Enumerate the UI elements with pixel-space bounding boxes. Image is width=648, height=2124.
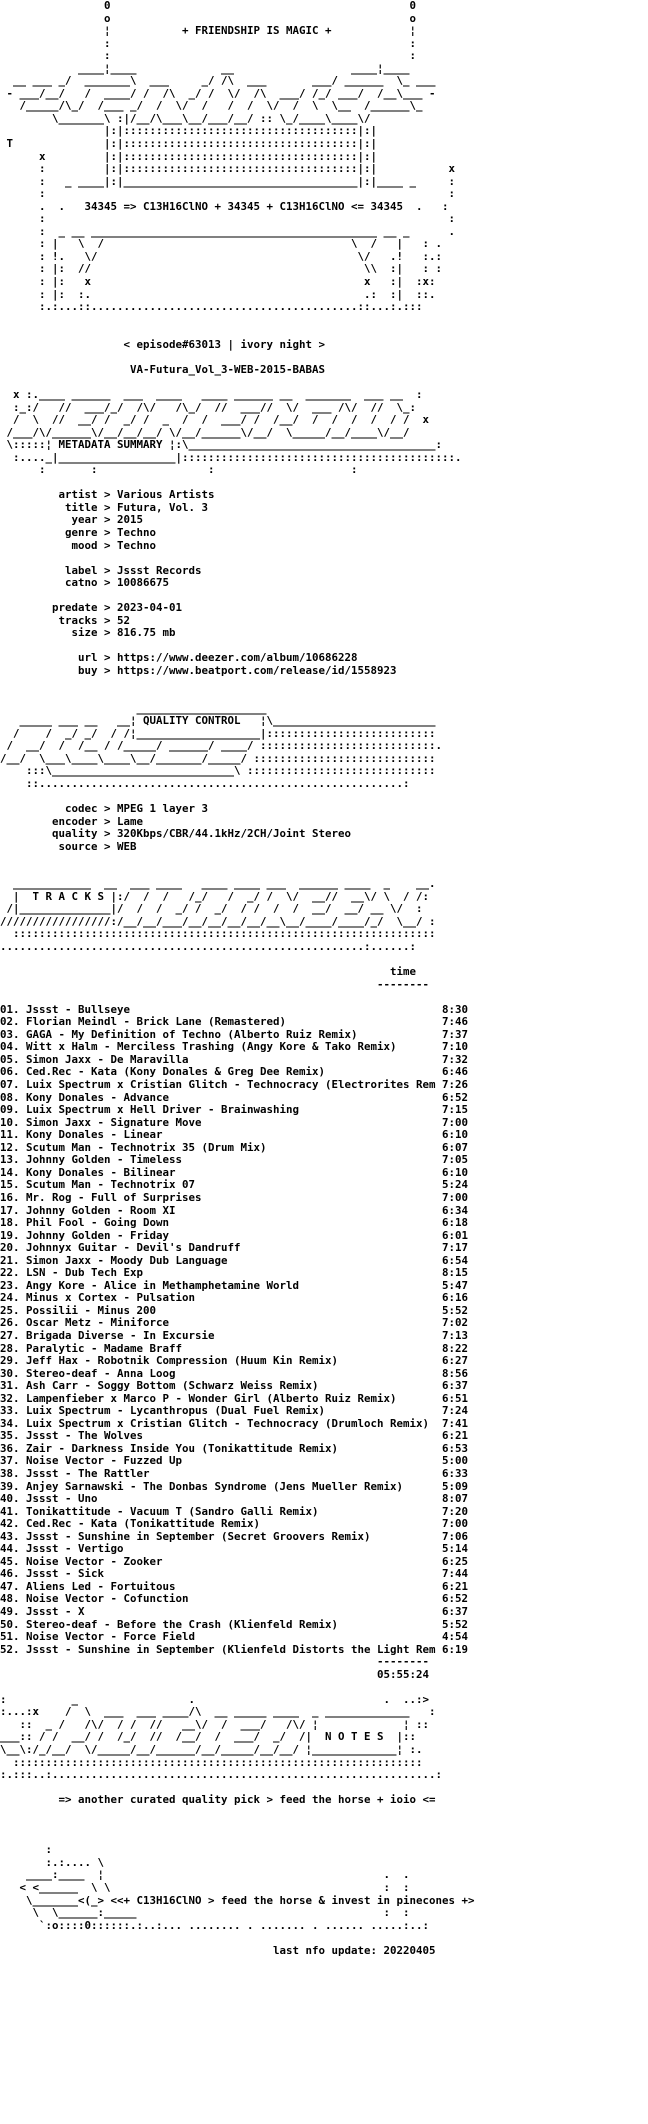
track-row: 21. Simon Jaxx - Moody Dub Language 6:54 xyxy=(0,1253,469,1267)
metadata-row: label > Jssst Records xyxy=(0,563,202,577)
quality-banner-line: ____________________ xyxy=(0,701,267,715)
logo-art-line: : | \ / \ / | : . xyxy=(0,237,443,251)
footer-art-line: `:o::::0::::::.:..:... ........ . ....... . ...... .....:..: xyxy=(0,1918,430,1932)
logo-art-line: : : xyxy=(0,49,417,63)
blank-line xyxy=(0,678,648,691)
notes-banner-line: \__\:/_/__/ \/_____/__/______/__/_____/__/__/ ¦_____________¦ :. xyxy=(0,1743,423,1757)
tracks-banner-line: ........................................................:......: xyxy=(0,940,417,954)
track-row: 33. Luix Spectrum - Lycanthropus (Dual Fuel Remix) 7:24 xyxy=(0,1404,469,1418)
track-row: 05. Simon Jaxx - De Maravilla 7:32 xyxy=(0,1052,469,1066)
track-row: 11. Kony Donales - Linear 6:10 xyxy=(0,1128,469,1142)
logo-art-line: : |: // \\ :| : : xyxy=(0,262,443,276)
track-row: 40. Jssst - Uno 8:07 xyxy=(0,1492,469,1506)
quality-banner-line: ::........................................................: xyxy=(0,776,410,790)
notes-banner-line: :.:::..:...........................................................: xyxy=(0,1768,443,1782)
track-row: 29. Jeff Hax - Robotnik Compression (Huum Kin Remix) 6:27 xyxy=(0,1354,469,1368)
metadata-row: catno > 10086675 xyxy=(0,576,170,590)
time-divider: -------- xyxy=(0,977,430,991)
track-row: 50. Stereo-deaf - Before the Crash (Klienfeld Remix) 5:52 xyxy=(0,1617,469,1631)
episode-line: < episode#63013 | ivory night > xyxy=(0,337,326,351)
track-row: 34. Luix Spectrum x Cristian Glitch - Technocracy (Drumloch Remix) 7:41 xyxy=(0,1416,469,1430)
track-row: 18. Phil Fool - Going Down 6:18 xyxy=(0,1216,469,1230)
quality-row: quality > 320Kbps/CBR/44.1kHz/2CH/Joint Stereo xyxy=(0,827,352,841)
metadata-row: genre > Techno xyxy=(0,525,157,539)
quality-row: encoder > Lame xyxy=(0,814,144,828)
track-row: 01. Jssst - Bullseye 8:30 xyxy=(0,1002,469,1016)
blank-line xyxy=(0,1681,648,1694)
notes-banner-line: :: _ / /\/ / / // __\/ / ___/ /\/ ¦ ¦ :: xyxy=(0,1717,430,1731)
track-row: 41. Tonikattitude - Vacuum T (Sandro Galli Remix) 7:20 xyxy=(0,1504,469,1518)
track-row: 52. Jssst - Sunshine in September (Klienfeld Distorts the Light Rem 6:19 xyxy=(0,1642,469,1656)
logo-art-line: : _ ____|:|____________________________________|:|____ _ : xyxy=(0,174,456,188)
metadata-row: mood > Techno xyxy=(0,538,157,552)
logo-art-line: : !. \/ \/ .! :.: xyxy=(0,249,443,263)
footer-art-line: : xyxy=(0,1843,53,1857)
track-row: 13. Johnny Golden - Timeless 7:05 xyxy=(0,1153,469,1167)
logo-art-line: |:|::::::::::::::::::::::::::::::::::::|:| xyxy=(0,124,378,138)
quality-banner-line: / __/ / /__ / /_____/ ______/ ____/ :::::::::::::::::::::::::::. xyxy=(0,739,443,753)
logo-art-line: . . 34345 => C13H16ClNO + 34345 + C13H16ClNO <= 34345 . : xyxy=(0,199,449,213)
track-row: 45. Noise Vector - Zooker 6:25 xyxy=(0,1554,469,1568)
blank-line xyxy=(0,1932,648,1945)
track-row: 02. Florian Meindl - Brick Lane (Remastered) 7:46 xyxy=(0,1015,469,1029)
metadata-banner-line: :_:/ // ___/_/ /\/ /\_/ // ___// \/ ___ /\/ // \_: xyxy=(0,400,417,414)
footer-art-line: \ \______:_____ : : xyxy=(0,1906,410,1920)
logo-art-line: : : xyxy=(0,212,456,226)
footer-art-line: :.:.... \ xyxy=(0,1855,105,1869)
last-update: last nfo update: 20220405 xyxy=(0,1943,436,1957)
logo-art-line: :.:...::.........................................::...:.::: xyxy=(0,300,423,314)
logo-art-line: : : xyxy=(0,187,456,201)
blank-line xyxy=(0,991,648,1004)
metadata-banner-line: / \ // __/ / _/ / _ / / ___/ / /__/ / / / / / / x xyxy=(0,413,430,427)
track-row: 39. Anjey Sarnawski - The Donbas Syndrome (Jens Mueller Remix) 5:09 xyxy=(0,1479,469,1493)
metadata-banner-line: \:::::¦ METADATA SUMMARY ¦:\______________________________________: xyxy=(0,438,443,452)
logo-art-line: : : xyxy=(0,36,417,50)
logo-art-line: : |: x x :| :x: xyxy=(0,275,436,289)
track-row: 28. Paralytic - Madame Braff 8:22 xyxy=(0,1341,469,1355)
blank-line xyxy=(0,1832,648,1845)
logo-art-line: : |:|::::::::::::::::::::::::::::::::::::|:| x xyxy=(0,162,456,176)
metadata-row: tracks > 52 xyxy=(0,613,131,627)
logo-art-line: __ ___ _/ _______\ ___ _/ /\ ___ ___/ ______ \_ ___ xyxy=(0,74,436,88)
footer-art-line: < <______ \ \ : : xyxy=(0,1881,410,1895)
tracks-banner-line: ____________ __ ___ ____ ____ ____ ___ ______ ____ _ __. xyxy=(0,877,436,891)
metadata-row: size > 816.75 mb xyxy=(0,626,176,640)
footer-art-line: ____:____ ¦ . . xyxy=(0,1868,410,1882)
track-row: 24. Minus x Cortex - Pulsation 6:16 xyxy=(0,1291,469,1305)
quality-banner-line: / / _/ _/ / /¦___________________|:::::::::::::::::::::::::: xyxy=(0,726,436,740)
track-row: 25. Possilii - Minus 200 5:52 xyxy=(0,1303,469,1317)
quality-banner-line: :::\____________________________\ ::::::::::::::::::::::::::::: xyxy=(0,764,436,778)
blank-line xyxy=(0,1819,648,1832)
release-name: VA-Futura_Vol_3-WEB-2015-BABAS xyxy=(0,362,326,376)
logo-art-line: : _ __ ____________________________________________ __ _ . xyxy=(0,224,456,238)
track-row: 44. Jssst - Vertigo 5:14 xyxy=(0,1542,469,1556)
track-row: 27. Brigada Diverse - In Excursie 7:13 xyxy=(0,1328,469,1342)
tracks-banner-line: /////////////////:/__/__/___/__/__/__/__/__\__/____/____/_/ \__/ : xyxy=(0,914,436,928)
footer-art-line: \_______<(_> <<+ C13H16ClNO > feed the horse & invest in pinecones +> xyxy=(0,1893,475,1907)
track-row: 10. Simon Jaxx - Signature Move 7:00 xyxy=(0,1115,469,1129)
notes-banner-line: ::::::::::::::::::::::::::::::::::::::::::::::::::::::::::::::: xyxy=(0,1755,423,1769)
metadata-row: artist > Various Artists xyxy=(0,488,215,502)
quality-row: source > WEB xyxy=(0,839,137,853)
tracks-banner-line: ::::::::::::::::::::::::::::::::::::::::::::::::::::::::::::::::: xyxy=(0,927,436,941)
track-row: 09. Luix Spectrum x Hell Driver - Brainwashing 7:15 xyxy=(0,1103,469,1117)
track-row: 04. Witt x Halm - Merciless Trashing (Angy Kore & Tako Remix) 7:10 xyxy=(0,1040,469,1054)
track-row: 51. Noise Vector - Force Field 4:54 xyxy=(0,1630,469,1644)
track-row: 31. Ash Carr - Soggy Bottom (Schwarz Weiss Remix) 6:37 xyxy=(0,1379,469,1393)
track-row: 36. Zair - Darkness Inside You (Tonikattitude Remix) 6:53 xyxy=(0,1441,469,1455)
notes-banner-line: ___:: / / __/ / /_/ // /__/ / ___/ _/ /| N O T E S |:: xyxy=(0,1730,417,1744)
track-row: 08. Kony Donales - Advance 6:52 xyxy=(0,1090,469,1104)
logo-art-line: - ___/__/ / ____/ / /\ _/ / \/ /\ ___/ /_/ ___/ /__\___ - xyxy=(0,86,436,100)
track-row: 20. Johnnyx Guitar - Devil's Dandruff 7:17 xyxy=(0,1241,469,1255)
logo-art-line: : |: :. .: :| ::. xyxy=(0,287,436,301)
track-row: 37. Noise Vector - Fuzzed Up 5:00 xyxy=(0,1454,469,1468)
metadata-row: url > https://www.deezer.com/album/10686228 xyxy=(0,651,358,665)
track-row: 03. GAGA - My Definition of Techno (Alberto Ruiz Remix) 7:37 xyxy=(0,1027,469,1041)
logo-art-line: ¦ + FRIENDSHIP IS MAGIC + ¦ xyxy=(0,24,417,38)
track-row: 43. Jssst - Sunshine in September (Secret Groovers Remix) 7:06 xyxy=(0,1529,469,1543)
metadata-row: title > Futura, Vol. 3 xyxy=(0,500,209,514)
track-row: 26. Oscar Metz - Miniforce 7:02 xyxy=(0,1316,469,1330)
track-row: 46. Jssst - Sick 7:44 xyxy=(0,1567,469,1581)
track-row: 22. LSN - Dub Tech Exp 8:15 xyxy=(0,1266,469,1280)
blank-line xyxy=(0,326,648,339)
metadata-banner-line: :...._|__________________|::::::::::::::::::::::::::::::::::::::::::. xyxy=(0,450,462,464)
time-header: time xyxy=(0,965,417,979)
track-row: 35. Jssst - The Wolves 6:21 xyxy=(0,1429,469,1443)
notes-text: => another curated quality pick > feed the horse + ioio <= xyxy=(0,1793,436,1807)
metadata-row: buy > https://www.beatport.com/release/id/1558923 xyxy=(0,663,397,677)
logo-art-line: /_____/\_/ /___ _/ / \/ / / / \/ / \ \__ /______\_ xyxy=(0,99,423,113)
track-row: 49. Jssst - X 6:37 xyxy=(0,1605,469,1618)
logo-art-line: \_______\ :|/__/\___\__/___/__/ :: \_/____\____\/ xyxy=(0,111,371,125)
metadata-row: predate > 2023-04-01 xyxy=(0,601,183,615)
track-row: 14. Kony Donales - Bilinear 6:10 xyxy=(0,1165,469,1179)
metadata-row: year > 2015 xyxy=(0,513,144,527)
track-row: 06. Ced.Rec - Kata (Kony Donales & Greg Dee Remix) 6:46 xyxy=(0,1065,469,1079)
logo-art-line: x |:|::::::::::::::::::::::::::::::::::::|:| xyxy=(0,149,378,163)
track-row: 16. Mr. Rog - Full of Surprises 7:00 xyxy=(0,1190,469,1204)
quality-banner-line: /__/ \___\____\____\__/_______/_____/ :::::::::::::::::::::::::::: xyxy=(0,751,436,765)
blank-line xyxy=(0,690,648,703)
quality-banner-line: _____ ___ __ __¦ QUALITY CONTROL ¦\_________________________ xyxy=(0,714,436,728)
blank-line xyxy=(0,1807,648,1820)
notes-banner-line: :...:x / \ ___ ___ ____/\ __ _____ ____ _ _____________ : xyxy=(0,1705,436,1719)
notes-banner-line: : _ . . ..:> xyxy=(0,1692,430,1706)
track-row: 12. Scutum Man - Technotrix 35 (Drum Mix) 6:07 xyxy=(0,1140,469,1154)
metadata-banner-line: /___/\/______\/__/__/__/ \/__/______\/__/ \_____/__/____\/__/ xyxy=(0,425,410,439)
track-row: 19. Johnny Golden - Friday 6:01 xyxy=(0,1228,469,1242)
logo-art-line: 0 0 xyxy=(0,0,417,12)
blank-line xyxy=(0,351,648,364)
blank-line xyxy=(0,853,648,866)
total-time: 05:55:24 xyxy=(0,1667,430,1681)
track-row: 38. Jssst - The Rattler 6:33 xyxy=(0,1466,469,1480)
logo-art-line: o o xyxy=(0,11,417,25)
logo-art-line: T |:|::::::::::::::::::::::::::::::::::::|:| xyxy=(0,137,378,151)
blank-line xyxy=(0,552,648,565)
quality-row: codec > MPEG 1 layer 3 xyxy=(0,802,209,815)
track-row: 17. Johnny Golden - Room XI 6:34 xyxy=(0,1203,469,1217)
metadata-banner-line: : : : : xyxy=(0,463,358,477)
metadata-banner-line: x :.____ ______ ___ ____ ____ ______ __ _______ ___ __ : xyxy=(0,387,423,401)
track-row: 32. Lampenfieber x Marco P - Wonder Girl (Alberto Ruiz Remix) 6:51 xyxy=(0,1391,469,1405)
track-row: 42. Ced.Rec - Kata (Tonikattitude Remix) 7:00 xyxy=(0,1517,469,1531)
track-row: 23. Angy Kore - Alice in Methamphetamine World 5:47 xyxy=(0,1278,469,1292)
track-row: 15. Scutum Man - Technotrix 07 5:24 xyxy=(0,1178,469,1192)
blank-line xyxy=(0,314,648,327)
track-row: 47. Aliens Led - Fortuitous 6:21 xyxy=(0,1579,469,1593)
track-row: 30. Stereo-deaf - Anna Loog 8:56 xyxy=(0,1366,469,1380)
tracks-banner-line: /|______________|/ / / _/ / _/ / / / / __/ __/ __ \/ : xyxy=(0,902,423,916)
tracks-banner-line: | T R A C K S |:/ / / /_/ / _/ / \/ __// __\/ \ / /: xyxy=(0,889,430,903)
total-divider: -------- xyxy=(0,1655,430,1669)
track-row: 07. Luix Spectrum x Cristian Glitch - Technocracy (Electrorites Rem 7:26 xyxy=(0,1078,469,1092)
track-row: 48. Noise Vector - Cofunction 6:52 xyxy=(0,1592,469,1606)
logo-art-line: ____¦____ __ ____¦____ xyxy=(0,61,410,75)
